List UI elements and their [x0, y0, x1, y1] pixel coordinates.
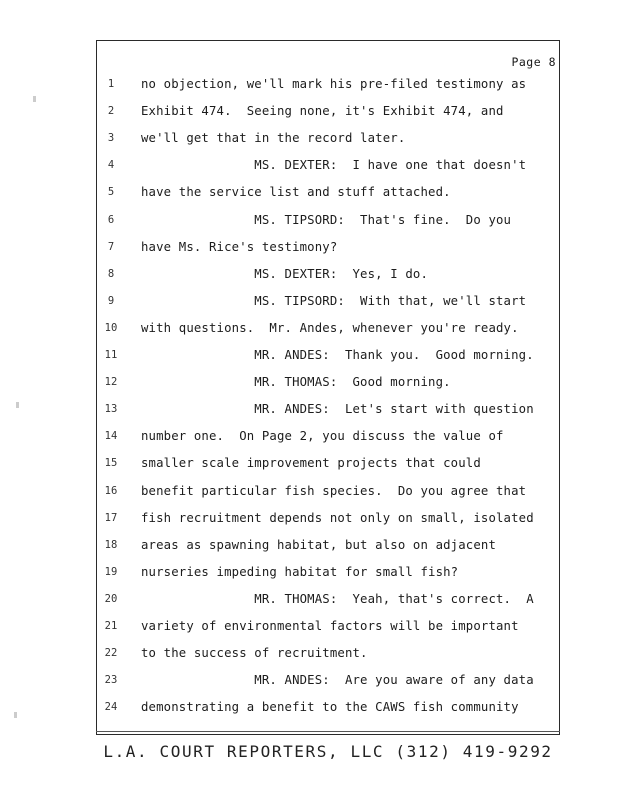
page-number: Page 8 — [511, 55, 556, 69]
line-number: 20 — [104, 592, 118, 605]
transcript-line-text: no objection, we'll mark his pre-filed testimony as — [141, 77, 527, 91]
transcript-line-text: MS. TIPSORD: With that, we'll start — [141, 293, 527, 308]
line-number: 3 — [107, 132, 115, 145]
transcript-line-text: number one. On Page 2, you discuss the value of — [141, 429, 504, 444]
line-number: 18 — [104, 538, 118, 551]
line-number: 13 — [104, 403, 118, 416]
line-number: 5 — [107, 186, 115, 199]
transcript-line-text: with questions. Mr. Andes, whenever you're ready. — [141, 320, 519, 335]
transcript-line-text: MR. ANDES: Let's start with question — [141, 402, 534, 417]
line-number: 14 — [104, 430, 118, 443]
line-number: 11 — [104, 349, 118, 361]
line-number: 2 — [107, 105, 115, 118]
line-number: 1 — [107, 78, 115, 90]
transcript-line-text: MS. DEXTER: I have one that doesn't — [141, 158, 527, 173]
transcript-line-text: nurseries impeding habitat for small fish? — [141, 564, 459, 579]
line-number: 17 — [104, 511, 118, 524]
transcript-line-text: demonstrating a benefit to the CAWS fish community — [141, 700, 519, 715]
transcript-line-text: Exhibit 474. Seeing none, it's Exhibit 474, and — [141, 104, 504, 119]
line-number: 9 — [107, 294, 115, 307]
line-number: 6 — [107, 213, 115, 226]
transcript-line-text: to the success of recruitment. — [141, 646, 368, 661]
line-number: 16 — [104, 484, 118, 497]
scan-mark — [14, 712, 17, 718]
transcript-line-text: have Ms. Rice's testimony? — [141, 239, 338, 254]
line-number: 12 — [104, 376, 118, 389]
transcript-line-text: areas as spawning habitat, but also on adjacent — [141, 537, 497, 552]
line-number: 4 — [107, 159, 115, 172]
scan-mark — [33, 96, 36, 102]
transcript-line-text: variety of environmental factors will be important — [141, 619, 519, 633]
transcript-line-text: MR. ANDES: Thank you. Good morning. — [141, 348, 534, 362]
line-number: 19 — [104, 565, 118, 578]
transcript-line-text: MS. DEXTER: Yes, I do. — [141, 266, 429, 281]
transcript-line-text: smaller scale improvement projects that could — [141, 456, 481, 471]
transcript-line-text: MR. ANDES: Are you aware of any data — [141, 673, 534, 688]
transcript-line-text: we'll get that in the record later. — [141, 131, 406, 146]
line-number: 22 — [104, 647, 118, 660]
line-number: 15 — [104, 457, 118, 470]
transcript-line-text: have the service list and stuff attached. — [141, 185, 451, 200]
scan-mark — [16, 402, 19, 408]
bottom-rule — [96, 731, 560, 732]
line-number: 8 — [107, 267, 115, 280]
transcript-line-text: fish recruitment depends not only on small, isolated — [141, 510, 534, 525]
line-number: 10 — [104, 321, 118, 334]
line-number: 7 — [107, 240, 115, 253]
transcript-line-text: benefit particular fish species. Do you agree that — [141, 483, 527, 498]
court-reporter-footer: L.A. COURT REPORTERS, LLC (312) 419-9292 — [103, 742, 553, 761]
transcript-line-text: MS. TIPSORD: That's fine. Do you — [141, 212, 512, 227]
line-number: 23 — [104, 674, 118, 687]
transcript-line-text: MR. THOMAS: Good morning. — [141, 375, 451, 390]
line-number: 24 — [104, 701, 118, 714]
line-number: 21 — [104, 620, 118, 632]
transcript-line-text: MR. THOMAS: Yeah, that's correct. A — [141, 591, 534, 606]
